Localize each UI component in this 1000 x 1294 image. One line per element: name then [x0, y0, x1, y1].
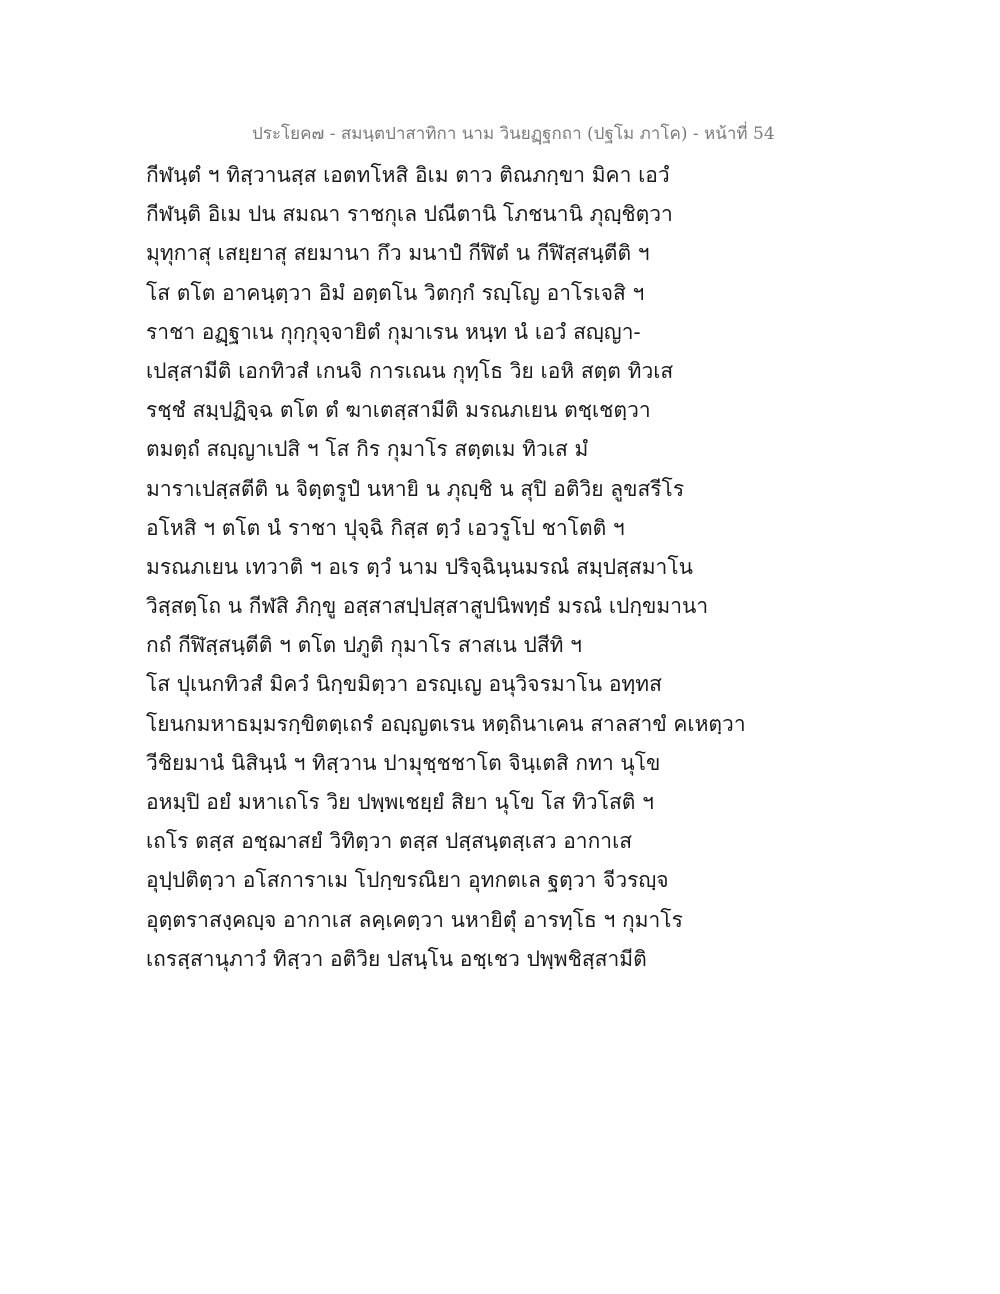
text-line: กถํ กีฬิสฺสนฺตีติ ฯ ตโต ปภูติ กุมาโร สาสเน ปสีทิ ฯ — [146, 633, 582, 658]
text-line: โยนกมหาธมฺมรกฺขิตตฺเถรํ อญฺญตเรน หตฺถินาเคน สาลสาขํ คเหตฺวา — [146, 711, 746, 736]
body-text — [146, 156, 756, 979]
running-header: ประโยค๗ - สมนฺตปาสาทิกา นาม วินยฏฺฐกถา (ปฐโม ภาโค) - หน้าที่ 54 — [252, 124, 775, 144]
text-line: วีชิยมานํ นิสินฺนํ ฯ ทิสฺวาน ปามุชฺชชาโต จินฺเตสิ กทา นุโข — [146, 750, 661, 775]
text-line: กีฬนฺตํ ฯ ทิสฺวานสฺส เอตทโหสิ อิเม ตาว ติณภกฺขา มิคา เอวํ — [146, 163, 670, 187]
text-line: เถโร ตสฺส อชฺฌาสยํ วิทิตฺวา ตสฺส ปสฺสนฺตสฺเสว อากาเส — [146, 829, 633, 854]
text-line: อุปฺปติตฺวา อโสการาเม โปกฺขรณิยา อุทกตเล ฐตฺวา จีวรญฺจ — [146, 868, 669, 893]
text-line: เปสฺสามีติ เอกทิวสํ เกนจิ การเณน กุทฺโธ วิย เอหิ สตฺต ทิวเส — [146, 358, 674, 383]
text-line: รชฺชํ สมฺปฏิจฺฉ ตโต ตํ ฆาเตสฺสามีติ มรณภเยน ตชฺเชตฺวา — [146, 398, 651, 423]
text-line: โส ตโต อาคนฺตฺวา อิมํ อตฺตโน วิตกฺกํ รญฺโญ อาโรเจสิ ฯ — [146, 280, 645, 305]
text-line: เถรสฺสานุภาวํ ทิสฺวา อติวิย ปสนฺโน อชฺเชว ปพฺพชิสฺสามีติ — [146, 946, 647, 971]
text-line: อหมฺปิ อยํ มหาเถโร วิย ปพฺพเชยฺยํ สิยา นุโข โส ทิวโสติ ฯ — [146, 790, 654, 814]
text-line: อโหสิ ฯ ตโต นํ ราชา ปุจฺฉิ กิสฺส ตฺวํ เอวรูโป ชาโตติ ฯ — [146, 515, 625, 540]
text-line: ราชา อฏฺฐาเน กุกฺกุจฺจายิตํ กุมาเรน หนฺท นํ เอวํ สญฺญา- — [146, 319, 641, 344]
text-line: กีฬนฺติ อิเม ปน สมณา ราชกุเล ปณีตานิ โภชนานิ ภุญฺชิตฺวา — [146, 202, 673, 227]
text-line: มุทุกาสุ เสยฺยาสุ สยมานา กึว มนาปํ กีฬิตํ น กีฬิสฺสนฺตีติ ฯ — [146, 241, 650, 266]
text-line: มาราเปสฺสตีติ น จิตฺตรูปํ นหายิ น ภุญฺชิ น สุปิ อติวิย ลูขสรีโร — [146, 476, 685, 501]
text-line: วิสฺสตฺโถ น กีฬสิ ภิกฺขู อสฺสาสปฺปสฺสาสูปนิพทฺธํ มรณํ เปกฺขมานา — [146, 594, 709, 619]
text-line: มรณภเยน เทวาติ ฯ อเร ตฺวํ นาม ปริจฺฉินฺนมรณํ สมฺปสฺสมาโน — [146, 554, 693, 579]
text-line: อุตฺตราสงฺคญฺจ อากาเส ลคฺเคตฺวา นหายิตุํ อารทฺโธ ฯ กุมาโร — [146, 907, 683, 932]
text-line: โส ปุเนกทิวสํ มิควํ นิกฺขมิตฺวา อรญฺเญ อนุวิจรมาโน อทฺทส — [146, 672, 662, 697]
text-line: ตมตฺถํ สญฺญาเปสิ ฯ โส กิร กุมาโร สตฺตเม ทิวเส มํ — [146, 437, 589, 462]
